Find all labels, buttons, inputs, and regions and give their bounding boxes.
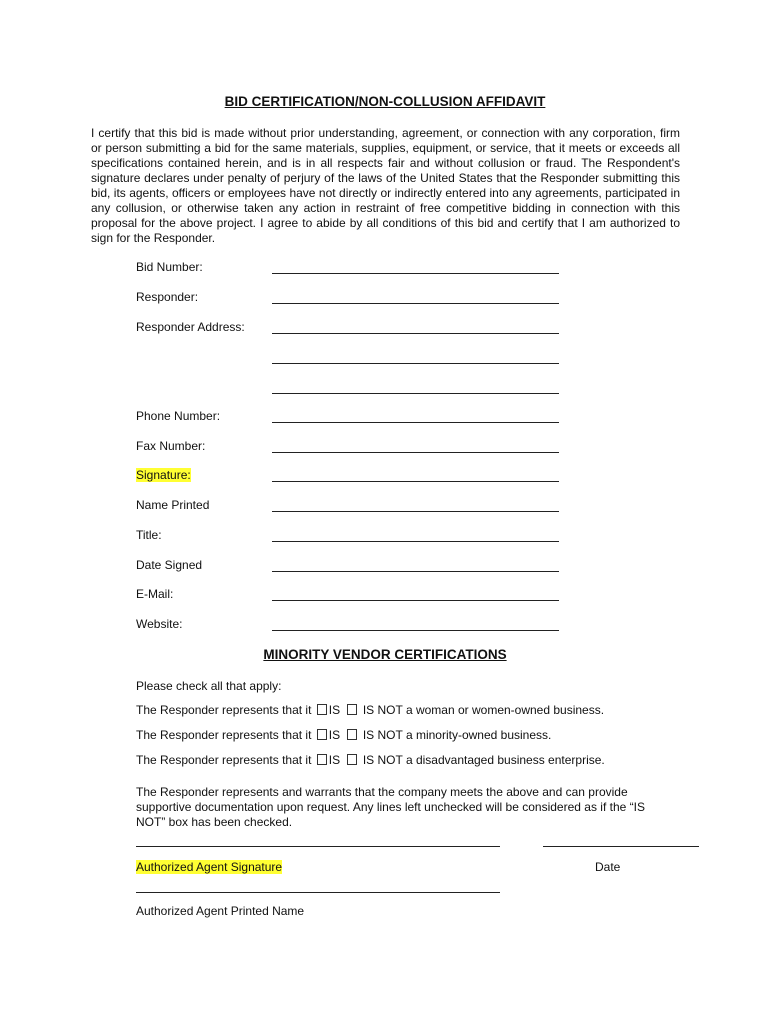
field-row xyxy=(136,498,566,516)
field-blank-line[interactable] xyxy=(272,630,559,631)
field-label: Signature: xyxy=(136,468,191,482)
is-checkbox[interactable] xyxy=(317,754,327,765)
field-blank-line[interactable] xyxy=(272,303,559,304)
field-row xyxy=(136,528,566,546)
field-blank-line[interactable] xyxy=(272,571,559,572)
field-label: E-Mail: xyxy=(136,587,174,601)
field-row xyxy=(136,409,566,427)
minority-row xyxy=(136,703,604,717)
field-row xyxy=(136,350,566,368)
field-row xyxy=(136,439,566,457)
is-not-label: IS NOT xyxy=(362,753,403,767)
row-suffix: a woman or women-owned business. xyxy=(405,703,605,717)
field-label: Date Signed xyxy=(136,558,203,572)
field-label: Responder Address: xyxy=(136,320,245,334)
field-blank-line[interactable] xyxy=(272,452,559,453)
field-blank-line[interactable] xyxy=(272,422,559,423)
field-row xyxy=(136,320,566,338)
date-label: Date xyxy=(595,860,621,874)
field-label: Fax Number: xyxy=(136,439,206,453)
row-prefix: The Responder represents that it xyxy=(136,728,312,742)
field-label: Bid Number: xyxy=(136,260,203,274)
is-not-checkbox[interactable] xyxy=(347,704,357,715)
field-row xyxy=(136,468,566,486)
field-row xyxy=(136,617,566,635)
agent-signature-line[interactable] xyxy=(136,846,500,847)
is-checkbox[interactable] xyxy=(317,729,327,740)
warranty-paragraph: The Responder represents and warrants that the company meets the above and can provide supportive documentation upon request. Any lines left unchecked will be considered as if the “IS NOT” box has been checked. xyxy=(136,785,645,829)
minority-row xyxy=(136,753,605,767)
is-label: IS xyxy=(328,753,341,767)
field-row xyxy=(136,290,566,308)
is-not-label: IS NOT xyxy=(362,728,403,742)
is-not-checkbox[interactable] xyxy=(347,729,357,740)
field-blank-line[interactable] xyxy=(272,273,559,274)
is-label: IS xyxy=(328,703,341,717)
field-label: Title: xyxy=(136,528,162,542)
is-label: IS xyxy=(328,728,341,742)
field-blank-line[interactable] xyxy=(272,511,559,512)
field-row xyxy=(136,558,566,576)
document-title: BID CERTIFICATION/NON-COLLUSION AFFIDAVIT xyxy=(224,94,546,109)
agent-signature-label: Authorized Agent Signature xyxy=(136,860,283,874)
date-line[interactable] xyxy=(543,846,699,847)
is-not-label: IS NOT xyxy=(362,703,403,717)
field-label: Phone Number: xyxy=(136,409,221,423)
is-not-checkbox[interactable] xyxy=(347,754,357,765)
field-label: Website: xyxy=(136,617,183,631)
field-blank-line[interactable] xyxy=(272,333,559,334)
field-blank-line[interactable] xyxy=(272,481,559,482)
certification-paragraph: I certify that this bid is made without prior understanding, agreement, or connection with any corporation, firm or person submitting a bid for the same materials, supplies, equipment, or service, that it meets or exceeds all specifications contained herein, and is in all respects fair and without collusion or fraud. The Respondent's signature declares under penalty of perjury of the laws of the United States that the Responder submitting this bid, its agents, officers or employees have not directly or indirectly entered into any agreements, participated in any collusion, or otherwise taken any action in restraint of free competitive bidding in connection with this proposal for the above project. I agree to abide by all conditions of this bid and certify that I am authorized to sign for the Responder. xyxy=(91,126,680,245)
minority-row xyxy=(136,728,551,742)
field-blank-line[interactable] xyxy=(272,541,559,542)
field-blank-line[interactable] xyxy=(272,600,559,601)
field-blank-line[interactable] xyxy=(272,363,559,364)
is-checkbox[interactable] xyxy=(317,704,327,715)
field-blank-line[interactable] xyxy=(272,393,559,394)
field-row xyxy=(136,260,566,278)
check-instruction: Please check all that apply: xyxy=(136,679,282,693)
printed-name-label: Authorized Agent Printed Name xyxy=(136,904,305,918)
field-row xyxy=(136,587,566,605)
printed-name-line[interactable] xyxy=(136,892,500,893)
row-suffix: a minority-owned business. xyxy=(405,728,552,742)
row-prefix: The Responder represents that it xyxy=(136,703,312,717)
row-prefix: The Responder represents that it xyxy=(136,753,312,767)
minority-section-title: MINORITY VENDOR CERTIFICATIONS xyxy=(263,647,507,662)
field-row xyxy=(136,380,566,398)
field-label: Responder: xyxy=(136,290,199,304)
field-label: Name Printed xyxy=(136,498,210,512)
row-suffix: a disadvantaged business enterprise. xyxy=(405,753,605,767)
